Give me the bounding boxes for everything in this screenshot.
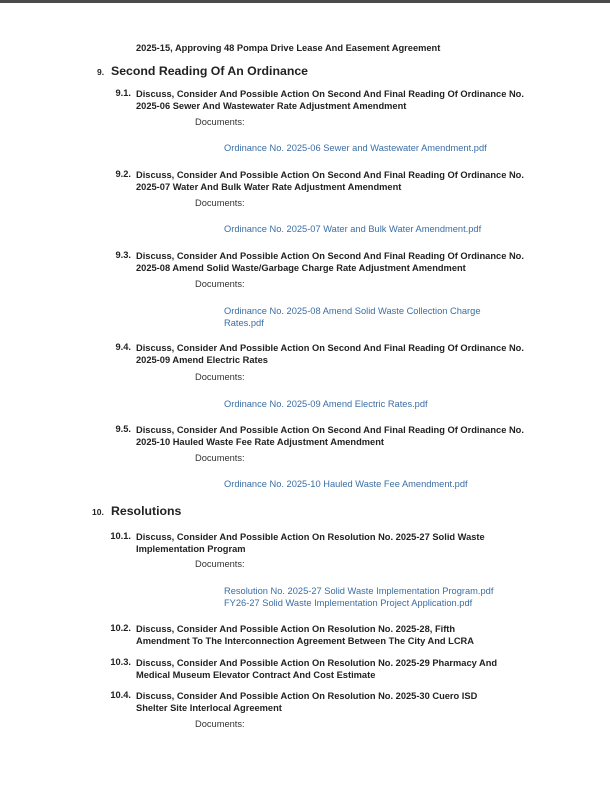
documents-label: Documents:: [195, 198, 245, 208]
item-number: 10.1.: [110, 531, 131, 541]
item-number: 9.1.: [115, 88, 131, 98]
document-link[interactable]: Ordinance No. 2025-10 Hauled Waste Fee Amendment.pdf: [224, 479, 468, 489]
document-link[interactable]: Ordinance No. 2025-06 Sewer and Wastewater Amendment.pdf: [224, 143, 487, 153]
document-link[interactable]: Ordinance No. 2025-07 Water and Bulk Water Amendment.pdf: [224, 224, 482, 234]
item-title: Discuss, Consider And Possible Action On Resolution No. 2025-28, Fifth Amendment To The Interconnection Agreement Between The City And LCRA: [136, 624, 474, 646]
documents-label: Documents:: [195, 559, 245, 569]
section-title: Resolutions: [111, 504, 182, 518]
item-number: 10.4.: [110, 690, 131, 700]
document-link[interactable]: Resolution No. 2025-27 Solid Waste Implementation Program.pdf: [224, 586, 494, 596]
item-number: 9.3.: [115, 250, 131, 260]
section-number: 10.: [92, 507, 104, 517]
item-number: 10.3.: [110, 657, 131, 667]
item-title: Discuss, Consider And Possible Action On Second And Final Reading Of Ordinance No. 2025-07 Water And Bulk Water Rate Adjustment Amendment: [136, 170, 524, 192]
documents-label: Documents:: [195, 719, 245, 729]
item-title: Discuss, Consider And Possible Action On Second And Final Reading Of Ordinance No. 2025-08 Amend Solid Waste/Garbage Charge Rate Adjustment Amendment: [136, 251, 524, 273]
documents-label: Documents:: [195, 117, 245, 127]
section-number: 9.: [97, 67, 105, 77]
item-title: Discuss, Consider And Possible Action On Resolution No. 2025-30 Cuero ISD Shelter Site Interlocal Agreement: [136, 691, 478, 713]
item-title: Discuss, Consider And Possible Action On Resolution No. 2025-29 Pharmacy And Medical Museum Elevator Contract And Cost Estimate: [136, 658, 498, 680]
item-title: Discuss, Consider And Possible Action On Second And Final Reading Of Ordinance No. 2025-09 Amend Electric Rates: [136, 343, 524, 365]
item-number: 9.4.: [115, 342, 131, 352]
documents-label: Documents:: [195, 372, 245, 382]
document-link[interactable]: Ordinance No. 2025-09 Amend Electric Rates.pdf: [224, 399, 428, 409]
item-title: Discuss, Consider And Possible Action On Resolution No. 2025-27 Solid Waste Implementation Program: [136, 532, 485, 554]
item-number: 10.2.: [110, 623, 131, 633]
top-border: [0, 0, 610, 3]
item-title: Discuss, Consider And Possible Action On Second And Final Reading Of Ordinance No. 2025-10 Hauled Waste Fee Rate Adjustment Amendment: [136, 425, 524, 447]
item-number: 9.2.: [115, 169, 131, 179]
document-link[interactable]: Ordinance No. 2025-08 Amend Solid Waste Collection Charge Rates.pdf: [224, 306, 481, 328]
continued-item-text: 2025-15, Approving 48 Pompa Drive Lease And Easement Agreement: [136, 43, 441, 53]
document-link[interactable]: FY26-27 Solid Waste Implementation Project Application.pdf: [224, 598, 473, 608]
item-title: Discuss, Consider And Possible Action On Second And Final Reading Of Ordinance No. 2025-06 Sewer And Wastewater Rate Adjustment Amendment: [136, 89, 524, 111]
item-number: 9.5.: [115, 424, 131, 434]
section-title: Second Reading Of An Ordinance: [111, 64, 309, 78]
documents-label: Documents:: [195, 279, 245, 289]
documents-label: Documents:: [195, 453, 245, 463]
